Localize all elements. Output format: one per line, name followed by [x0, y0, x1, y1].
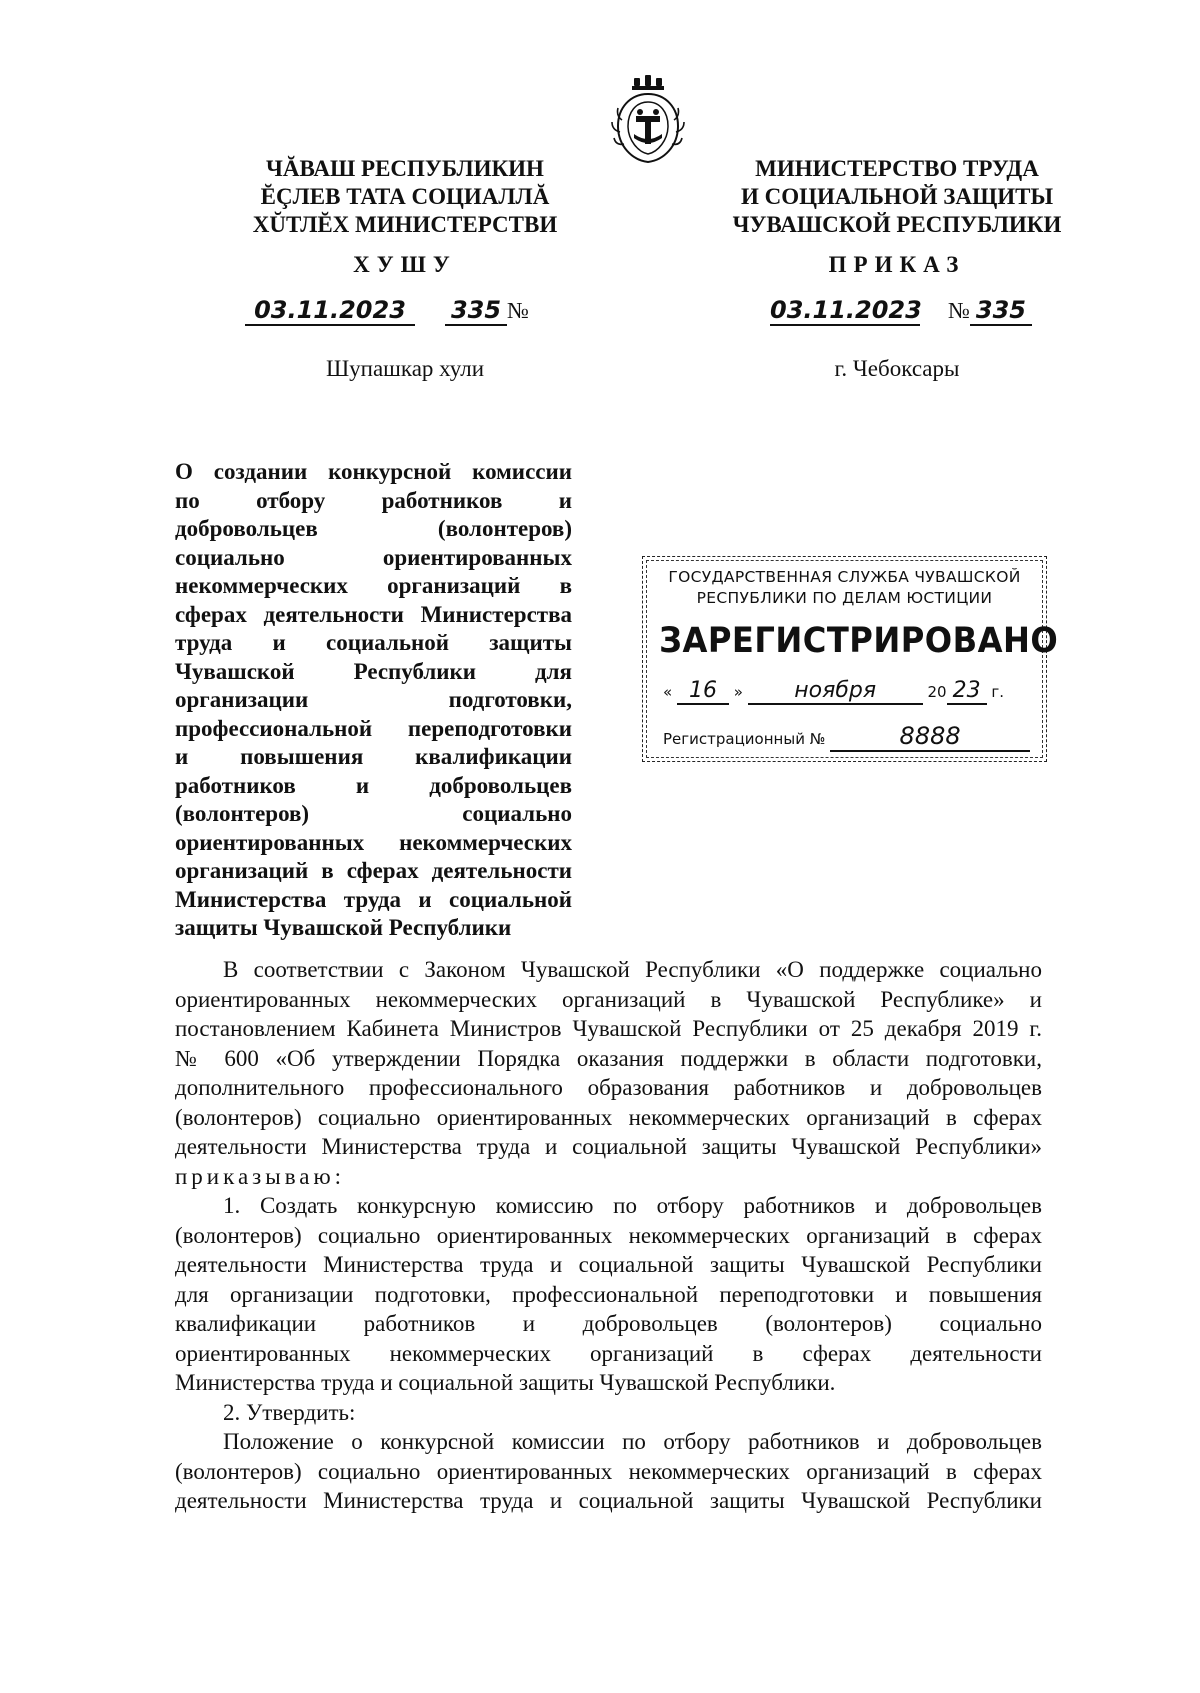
russian-ministry-name	[712, 155, 1082, 239]
title-line: добровольцев (волонтеров)	[175, 516, 572, 541]
stamp-registration-row	[663, 722, 1032, 752]
title-line: защиты Чувашской Республики	[175, 915, 512, 940]
stamp-org-line-2: РЕСПУБЛИКИ ПО ДЕЛАМ ЮСТИЦИИ	[696, 589, 993, 607]
header-right-line-3: ЧУВАШСКОЙ РЕСПУБЛИКИ	[732, 212, 1062, 237]
header-left-line-3: ХŬТЛĔХ МИНИСТЕРСТВИ	[252, 212, 558, 237]
header-right-line-1: МИНИСТЕРСТВО ТРУДА	[755, 156, 1039, 181]
body-line: (волонтеров) социально ориентированных некоммерческих организаций в сферах	[175, 1222, 1042, 1248]
body-line: (волонтеров) социально ориентированных некоммерческих организаций в сферах	[175, 1458, 1042, 1484]
body-line: деятельности Министерства труда и социальной защиты Чувашской Республики»	[175, 1134, 1042, 1159]
title-line: О создании конкурсной комиссии	[175, 459, 572, 484]
left-date-number-row	[245, 296, 605, 332]
right-date-number-row	[770, 296, 1070, 332]
body-line: № 600 «Об утверждении Порядка оказания поддержки в области подготовки,	[175, 1045, 1042, 1071]
right-number: 335	[970, 296, 1032, 326]
chuvash-emblem-icon	[600, 72, 696, 168]
stamp-year-mark: г.	[991, 683, 1005, 701]
header-right-line-2: И СОЦИАЛЬНОЙ ЗАЩИТЫ	[740, 184, 1054, 209]
body-line: деятельности Министерства труда и социальной защиты Чувашской Республики	[175, 1252, 1042, 1277]
registration-stamp	[642, 556, 1059, 762]
stamp-month: ноября	[748, 678, 923, 705]
doc-type-chuvash: ХУШУ	[353, 252, 457, 277]
body-line: для организации подготовки, профессиональной переподготовки и повышения	[175, 1281, 1042, 1307]
left-number: 335	[445, 296, 507, 326]
stamp-year-suffix: 23	[947, 678, 987, 705]
title-line: Чувашской Республики для	[175, 658, 572, 684]
stamp-organization	[643, 567, 1046, 609]
stamp-year-prefix: 20	[927, 683, 947, 701]
title-line: социально ориентированных	[175, 544, 572, 570]
body-line: В соответствии с Законом Чувашской Республики «О поддержке социально	[223, 957, 1042, 982]
body-line: Положение о конкурсной комиссии по отбору работников и добровольцев	[223, 1429, 1042, 1454]
title-line: профессиональной переподготовки	[175, 715, 572, 741]
body-line: 1. Создать конкурсную комиссию по отбору работников и добровольцев	[223, 1193, 1042, 1218]
body-line: ориентированных некоммерческих организаций в сферах деятельности	[175, 1340, 1042, 1366]
stamp-org-line-1: ГОСУДАРСТВЕННАЯ СЛУЖБА ЧУВАШСКОЙ	[668, 568, 1021, 586]
stamp-registered-word: ЗАРЕГИСТРИРОВАНО	[659, 621, 1059, 661]
body-line: дополнительного профессионального образования работников и добровольцев	[175, 1075, 1042, 1100]
right-place: г. Чебоксары	[834, 356, 960, 381]
title-line: и повышения квалификации	[175, 744, 572, 769]
body-line: деятельности Министерства труда и социальной защиты Чувашской Республики	[175, 1488, 1042, 1513]
left-number-sign: №	[507, 298, 529, 323]
title-line: организаций в сферах деятельности	[175, 858, 572, 883]
left-place: Шупашкар хули	[325, 356, 485, 381]
title-line: ориентированных некоммерческих	[175, 829, 572, 855]
left-date: 03.11.2023	[245, 296, 415, 326]
title-line: Министерства труда и социальной	[175, 886, 572, 912]
chuvash-ministry-name	[220, 155, 590, 239]
right-number-sign: №	[948, 298, 970, 323]
stamp-quote-close: »	[733, 683, 743, 701]
title-line: работников и добровольцев	[175, 772, 572, 798]
title-line: некоммерческих организаций в	[175, 573, 572, 598]
document-title	[175, 458, 572, 943]
doc-type-russian: ПРИКАЗ	[828, 252, 966, 277]
stamp-day: 16	[677, 678, 729, 705]
body-line: ориентированных некоммерческих организаций в Чувашской Республике» и	[175, 986, 1042, 1012]
body-line: (волонтеров) социально ориентированных некоммерческих организаций в сферах	[175, 1104, 1042, 1130]
body-line: квалификации работников и добровольцев (волонтеров) социально	[175, 1311, 1042, 1336]
right-date: 03.11.2023	[770, 296, 922, 324]
body-line: 2. Утвердить:	[223, 1399, 356, 1425]
header-left-line-1: ЧĂВАШ РЕСПУБЛИКИН	[266, 156, 544, 181]
stamp-reg-number: 8888	[830, 722, 1030, 752]
title-line: (волонтеров) социально	[175, 801, 572, 826]
order-word: приказываю:	[175, 1163, 346, 1189]
stamp-date-row	[663, 678, 1032, 708]
body-line: постановлением Кабинета Министров Чувашской Республики от 25 декабря 2019 г.	[175, 1016, 1042, 1041]
header-left-line-2: ĔÇЛЕВ ТАТА СОЦИАЛЛĂ	[260, 184, 550, 209]
stamp-reg-label: Регистрационный №	[663, 730, 826, 748]
title-line: организации подготовки,	[175, 687, 572, 712]
body-line: Министерства труда и социальной защиты Чувашской Республики.	[175, 1370, 836, 1395]
title-line: сферах деятельности Министерства	[175, 601, 572, 627]
stamp-quote-open: «	[663, 683, 673, 701]
title-line: по отбору работников и	[175, 487, 572, 513]
document-body	[175, 955, 1042, 1516]
title-line: труда и социальной защиты	[175, 630, 572, 655]
